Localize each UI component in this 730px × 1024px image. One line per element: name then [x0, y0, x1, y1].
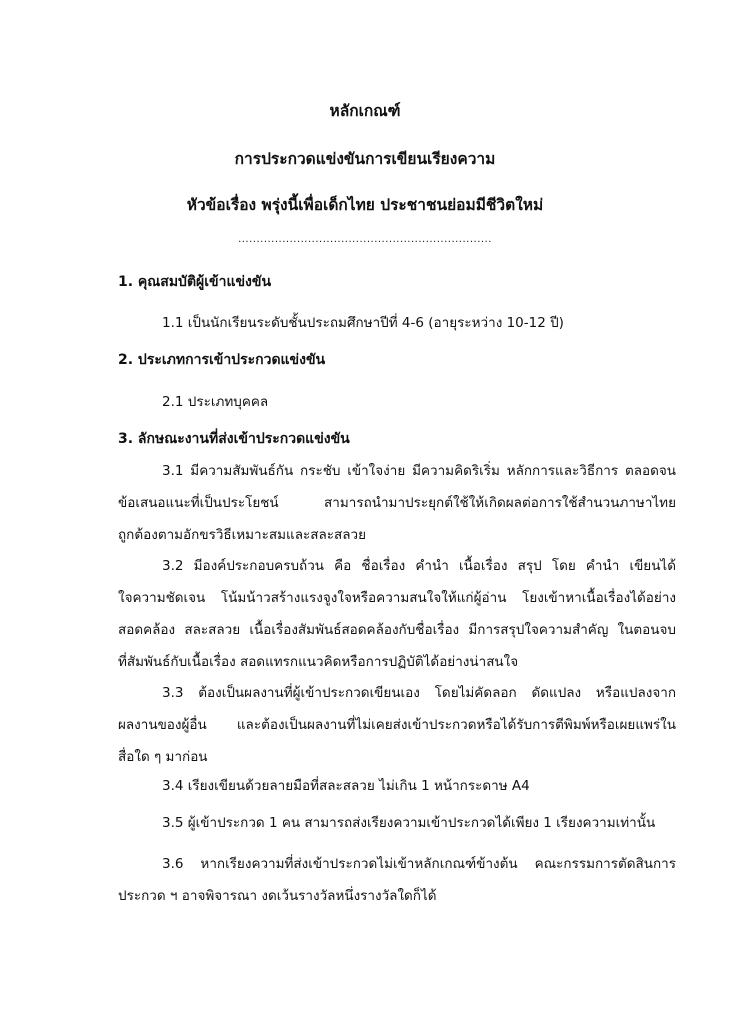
document-title: หลักเกณฑ์	[329, 102, 401, 120]
title-divider: .....................................................................	[238, 234, 492, 245]
paragraph-line: ผลงานของผู้อื่น และต้องเป็นผลงานที่ไม่เคยส่งเข้าประกวดหรือได้รับการตีพิมพ์หรือเผยแพร่ใน	[118, 717, 676, 733]
paragraph-line: 3.4 เรียงเขียนด้วยลายมือที่สละสลวย ไม่เกิน 1 หน้ากระดาษ A4	[162, 778, 530, 794]
paragraph-line: สอดคล้อง สละสลวย เนื้อเรื่องสัมพันธ์สอดคล้องกับชื่อเรื่อง มีการสรุปใจความสำคัญ ในตอนจบ	[118, 622, 676, 638]
paragraph-3-4	[118, 770, 676, 802]
document-topic: หัวข้อเรื่อง พรุ่งนี้เพื่อเด็กไทย ประชาชนย่อมมีชีวิตใหม่	[186, 196, 544, 214]
paragraph-line: 3.6 หากเรียงความที่ส่งเข้าประกวดไม่เข้าหลักเกณฑ์ข้างต้น คณะกรรมการตัดสินการ	[162, 856, 676, 872]
paragraph-line: 3.3 ต้องเป็นผลงานที่ผู้เข้าประกวดเขียนเอง โดยไม่คัดลอก ดัดแปลง หรือแปลงจาก	[162, 685, 676, 701]
paragraph-line: 3.2 มีองค์ประกอบครบถ้วน คือ ชื่อเรื่อง คำนำ เนื้อเรื่อง สรุป โดย คำนำ เขียนได้	[162, 558, 676, 574]
paragraph-line: ที่สัมพันธ์กับเนื้อเรื่อง สอดแทรกแนวคิดหรือการปฏิบัติได้อย่างน่าสนใจ	[118, 654, 519, 670]
document-subtitle: การประกวดแข่งขันการเขียนเรียงความ	[234, 150, 496, 168]
section-heading-entry-characteristics: 3. ลักษณะงานที่ส่งเข้าประกวดแข่งขัน	[118, 431, 350, 447]
section-heading-qualifications: 1. คุณสมบัติผู้เข้าแข่งขัน	[118, 274, 272, 290]
list-item: 1.1 เป็นนักเรียนระดับชั้นประถมศึกษาปีที่ 4-6 (อายุระหว่าง 10-12 ปี)	[162, 315, 564, 331]
paragraph-3-5	[118, 807, 676, 839]
paragraph-line: ใจความชัดเจน โน้มน้าวสร้างแรงจูงใจหรือความสนใจให้แก่ผู้อ่าน โยงเข้าหาเนื้อเรื่องได้อย่าง	[118, 590, 676, 606]
paragraph-3-1	[118, 455, 676, 551]
paragraph-line: ประกวด ฯ อาจพิจารณา งดเว้นรางวัลหนึ่งรางวัลใดก็ได้	[118, 888, 437, 904]
paragraph-line: 3.5 ผู้เข้าประกวด 1 คน สามารถส่งเรียงความเข้าประกวดได้เพียง 1 เรียงความเท่านั้น	[162, 815, 656, 831]
section-heading-category: 2. ประเภทการเข้าประกวดแข่งขัน	[118, 352, 326, 368]
paragraph-3-3	[118, 677, 676, 773]
paragraph-line: ข้อเสนอแนะที่เป็นประโยชน์ สามารถนำมาประยุกต์ใช้ให้เกิดผลต่อการใช้สำนวนภาษาไทย	[118, 495, 676, 511]
paragraph-3-6	[118, 848, 676, 912]
paragraph-line: 3.1 มีความสัมพันธ์กัน กระชับ เข้าใจง่าย มีความคิดริเริ่ม หลักการและวิธีการ ตลอดจน	[162, 463, 676, 479]
list-item: 2.1 ประเภทบุคคล	[162, 394, 269, 410]
paragraph-line: สื่อใด ๆ มาก่อน	[118, 749, 208, 765]
paragraph-line: ถูกต้องตามอักขรวิธีเหมาะสมและสละสลวย	[118, 527, 367, 543]
paragraph-3-2	[118, 550, 676, 678]
